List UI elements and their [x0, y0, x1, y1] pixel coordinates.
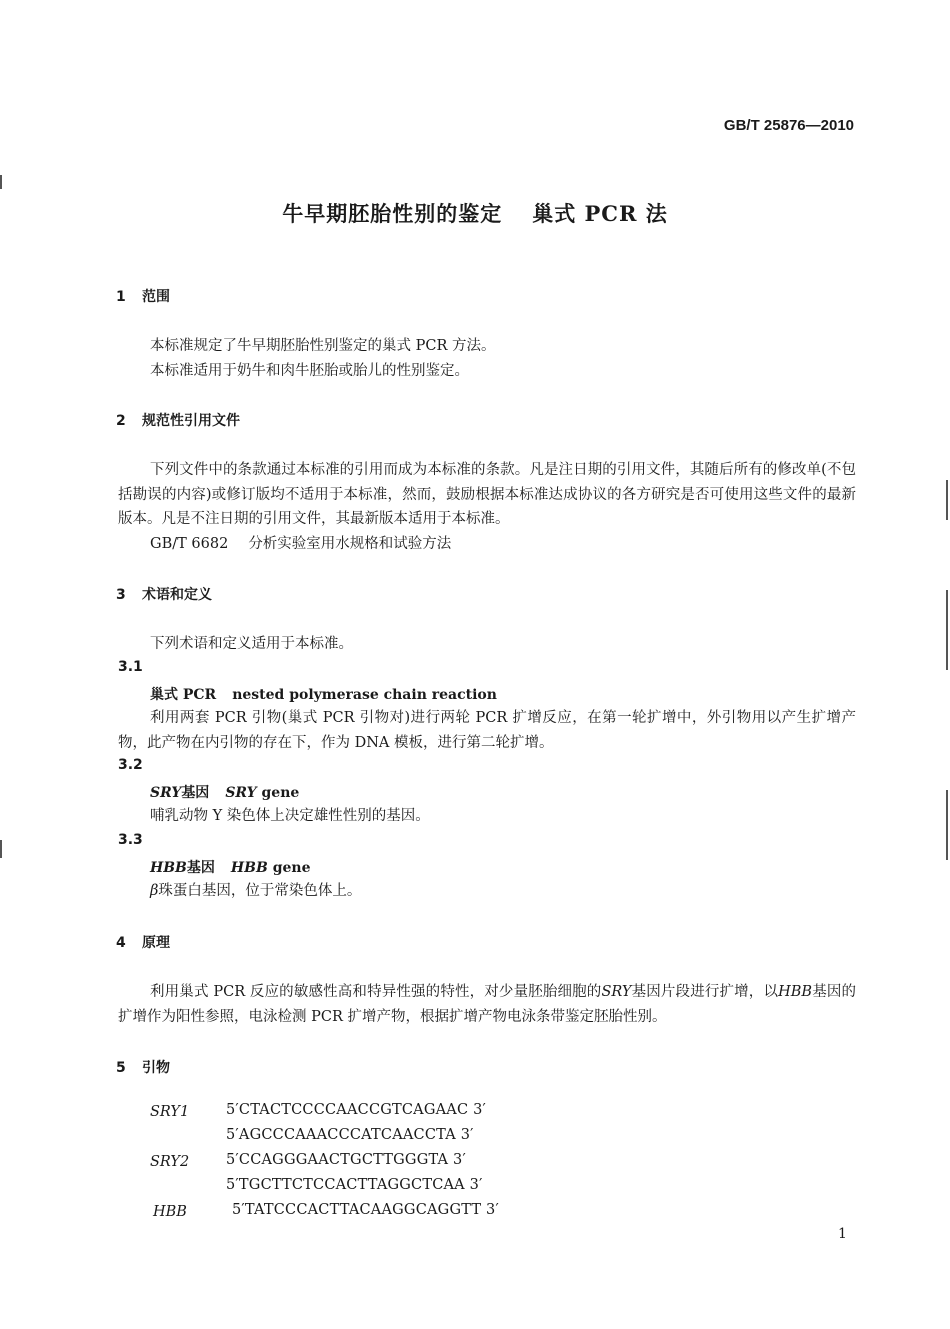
term-3-2-title: SRY基因 SRY gene [150, 785, 300, 801]
standard-number: GB/T 25876—2010 [723, 117, 854, 134]
section-1-heading: 1 范围 [116, 289, 170, 305]
page-title [0, 198, 950, 228]
s1-line-1: 本标准规定了牛早期胚胎性别鉴定的巢式 PCR 方法。 [150, 338, 496, 354]
s2-reference [150, 532, 451, 556]
section-4-heading: 4 原理 [116, 935, 170, 951]
term-3-2-definition: 哺乳动物 Y 染色体上决定雄性性别的基因。 [150, 808, 430, 824]
scan-mark [946, 790, 948, 860]
primer-name: SRY1 [150, 1104, 190, 1120]
term-3-1-definition: 利用两套 PCR 引物(巢式 PCR 引物对)进行两轮 PCR 扩增反应，在第一轮扩增中，外引物用以产生扩增产物，此产物在内引物的存在下，作为 DNA 模板，进行第二轮扩增。 [118, 710, 856, 751]
term-3-1-number: 3.1 [118, 659, 143, 675]
s4-paragraph: 利用巢式 PCR 反应的敏感性高和特异性强的特性，对少量胚胎细胞的SRY基因片段进行扩增，以HBB基因的扩增作为阳性参照，电泳检测 PCR 扩增产物，根据扩增产物电泳条带鉴定胚胎性别。 [118, 984, 857, 1025]
primer-sequence: 5′TATCCCACTTACAAGGCAGGTT 3′ [232, 1202, 499, 1218]
page-number: 1 [838, 1226, 847, 1242]
term-3-1-title: 巢式 PCR nested polymerase chain reaction [150, 687, 497, 703]
scan-mark [0, 840, 2, 858]
scan-mark [946, 590, 948, 670]
s2-paragraph: 下列文件中的条款通过本标准的引用而成为本标准的条款。凡是注日期的引用文件，其随后所有的修改单(不包括勘误的内容)或修订版均不适用于本标准，然而，鼓励根据本标准达成协议的各方研究是否可使用这些文件的最新版本。凡是不注日期的引用文件，其最新版本适用于本标准。 [118, 462, 856, 527]
term-3-2-number: 3.2 [118, 757, 143, 773]
section-2-heading: 2 规范性引用文件 [116, 413, 240, 429]
primer-name: HBB [153, 1204, 187, 1220]
s1-line-2: 本标准适用于奶牛和肉牛胚胎或胎儿的性别鉴定。 [150, 363, 469, 379]
scan-mark [0, 175, 2, 189]
primer-name: SRY2 [150, 1154, 190, 1170]
scan-mark [946, 480, 948, 520]
term-3-3-title: HBB基因 HBB gene [150, 860, 311, 876]
primer-sequence: 5′CTACTCCCCAACCGTCAGAAC 3′ [226, 1102, 487, 1118]
term-3-3-definition: β珠蛋白基因，位于常染色体上。 [150, 883, 362, 899]
title-main: 牛早期胚胎性别的鉴定 [282, 201, 503, 226]
primer-sequence: 5′TGCTTCTCCACTTAGGCTCAA 3′ [226, 1177, 483, 1193]
primer-sequence: 5′AGCCCAAACCCATCAACCTA 3′ [226, 1127, 474, 1143]
title-sub: 巢式 PCR 法 [532, 201, 668, 226]
ref-title: 分析实验室用水规格和试验方法 [248, 536, 452, 552]
section-3-heading: 3 术语和定义 [116, 587, 212, 603]
section-5-heading: 5 引物 [116, 1060, 170, 1076]
ref-code: GB/T 6682 [150, 536, 229, 552]
primer-sequence: 5′CCAGGGAACTGCTTGGGTA 3′ [226, 1152, 466, 1168]
term-3-3-number: 3.3 [118, 832, 143, 848]
s3-intro: 下列术语和定义适用于本标准。 [150, 636, 353, 652]
